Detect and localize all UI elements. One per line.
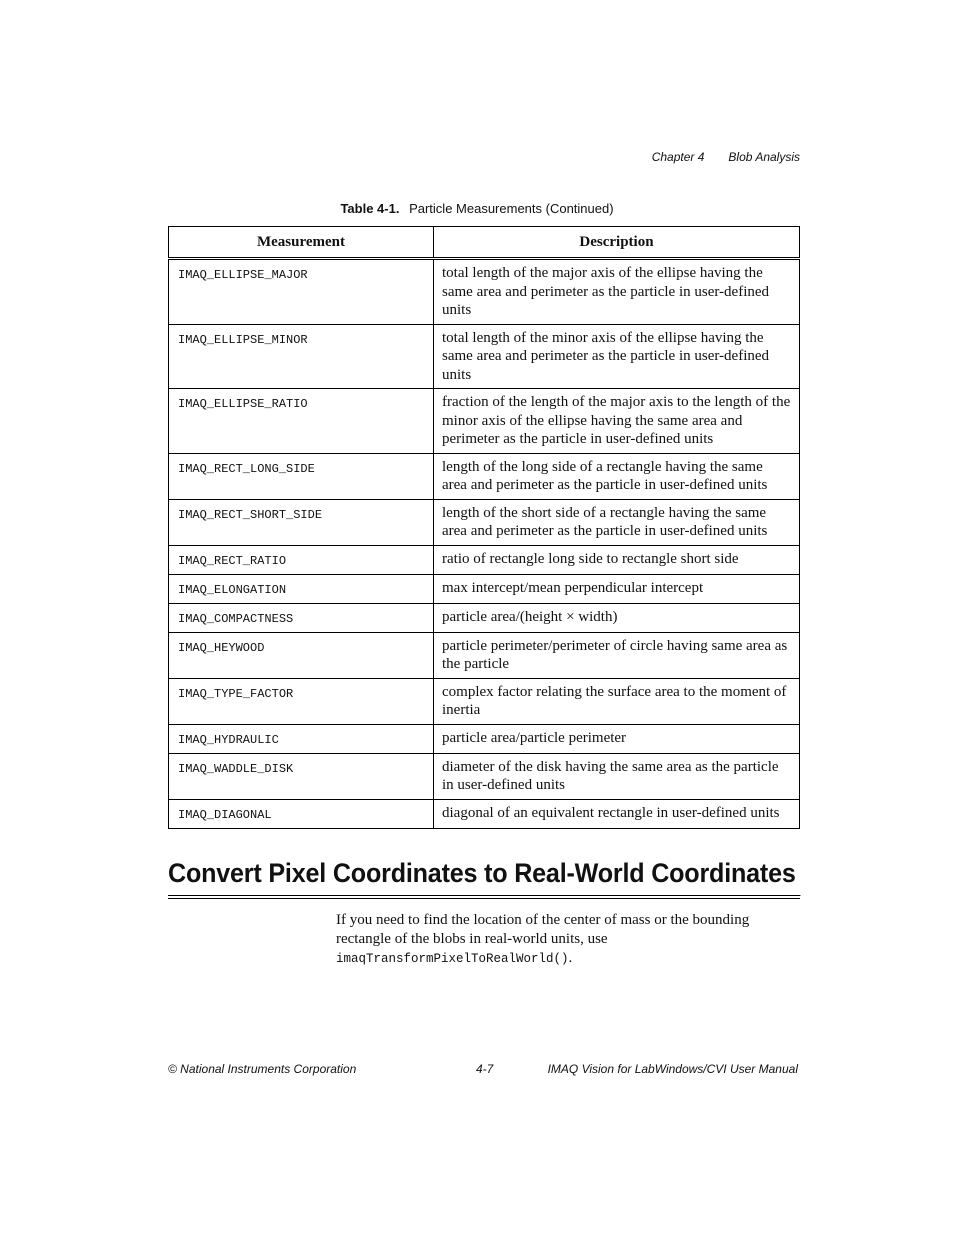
section-heading: Convert Pixel Coordinates to Real-World Coordinates [168,858,800,896]
description-cell: diagonal of an equivalent rectangle in user-defined units [434,799,800,828]
description-cell: length of the short side of a rectangle having the same area and perimeter as the particle in user-defined units [434,499,800,545]
measurement-cell: IMAQ_RECT_RATIO [169,545,434,574]
description-cell: particle area/particle perimeter [434,724,800,753]
table-row [169,753,800,799]
description-cell: particle perimeter/perimeter of circle having same area as the particle [434,632,800,678]
measurement-cell: IMAQ_DIAGONAL [169,799,434,828]
running-head [652,150,800,164]
measurement-cell: IMAQ_RECT_LONG_SIDE [169,453,434,499]
column-header-measurement: Measurement [169,227,434,259]
measurement-cell: IMAQ_TYPE_FACTOR [169,678,434,724]
description-cell: ratio of rectangle long side to rectangle short side [434,545,800,574]
description-cell: fraction of the length of the major axis to the length of the minor axis of the ellipse having the same area and perimeter as the particle in user-defined units [434,389,800,454]
measurement-cell: IMAQ_ELLIPSE_MAJOR [169,259,434,325]
column-header-description: Description [434,227,800,259]
footer-manual-title: IMAQ Vision for LabWindows/CVI User Manual [547,1062,798,1076]
table-row [169,574,800,603]
table-row [169,324,800,389]
table-header-row [169,227,800,259]
description-cell: total length of the minor axis of the ellipse having the same area and perimeter as the particle in user-defined units [434,324,800,389]
measurement-cell: IMAQ_HYDRAULIC [169,724,434,753]
table-row [169,632,800,678]
body-paragraph [336,911,786,969]
particle-measurements-table [168,226,800,829]
table-row [169,453,800,499]
description-cell: complex factor relating the surface area to the moment of inertia [434,678,800,724]
measurement-cell: IMAQ_ELLIPSE_RATIO [169,389,434,454]
measurement-cell: IMAQ_COMPACTNESS [169,603,434,632]
measurement-cell: IMAQ_HEYWOOD [169,632,434,678]
body-text-suffix: . [568,950,573,966]
page-number: 4-7 [476,1062,494,1076]
description-cell: diameter of the disk having the same area as the particle in user-defined units [434,753,800,799]
description-cell: particle area/(height × width) [434,603,800,632]
table-row [169,603,800,632]
table-row [169,259,800,325]
footer-copyright: © National Instruments Corporation [168,1062,357,1076]
table-row [169,389,800,454]
table-row [169,724,800,753]
table-row [169,678,800,724]
measurement-cell: IMAQ_RECT_SHORT_SIDE [169,499,434,545]
table-row [169,545,800,574]
chapter-title: Blob Analysis [728,150,800,164]
measurement-cell: IMAQ_WADDLE_DISK [169,753,434,799]
measurement-cell: IMAQ_ELONGATION [169,574,434,603]
description-cell: length of the long side of a rectangle having the same area and perimeter as the particle in user-defined units [434,453,800,499]
function-name: imaqTransformPixelToRealWorld() [336,952,569,966]
description-cell: max intercept/mean perpendicular intercept [434,574,800,603]
chapter-number: Chapter 4 [651,150,705,164]
table-caption [0,201,954,216]
table-caption-title: Particle Measurements (Continued) [409,201,614,216]
table-row [169,499,800,545]
table-body [169,259,800,829]
table-caption-number: Table 4-1. [340,201,400,216]
measurement-cell: IMAQ_ELLIPSE_MINOR [169,324,434,389]
description-cell: total length of the major axis of the ellipse having the same area and perimeter as the particle in user-defined units [434,259,800,325]
section-rule [168,898,800,899]
table-row [169,799,800,828]
body-text: If you need to find the location of the center of mass or the bounding rectangle of the blobs in real-world units, use [336,912,750,947]
